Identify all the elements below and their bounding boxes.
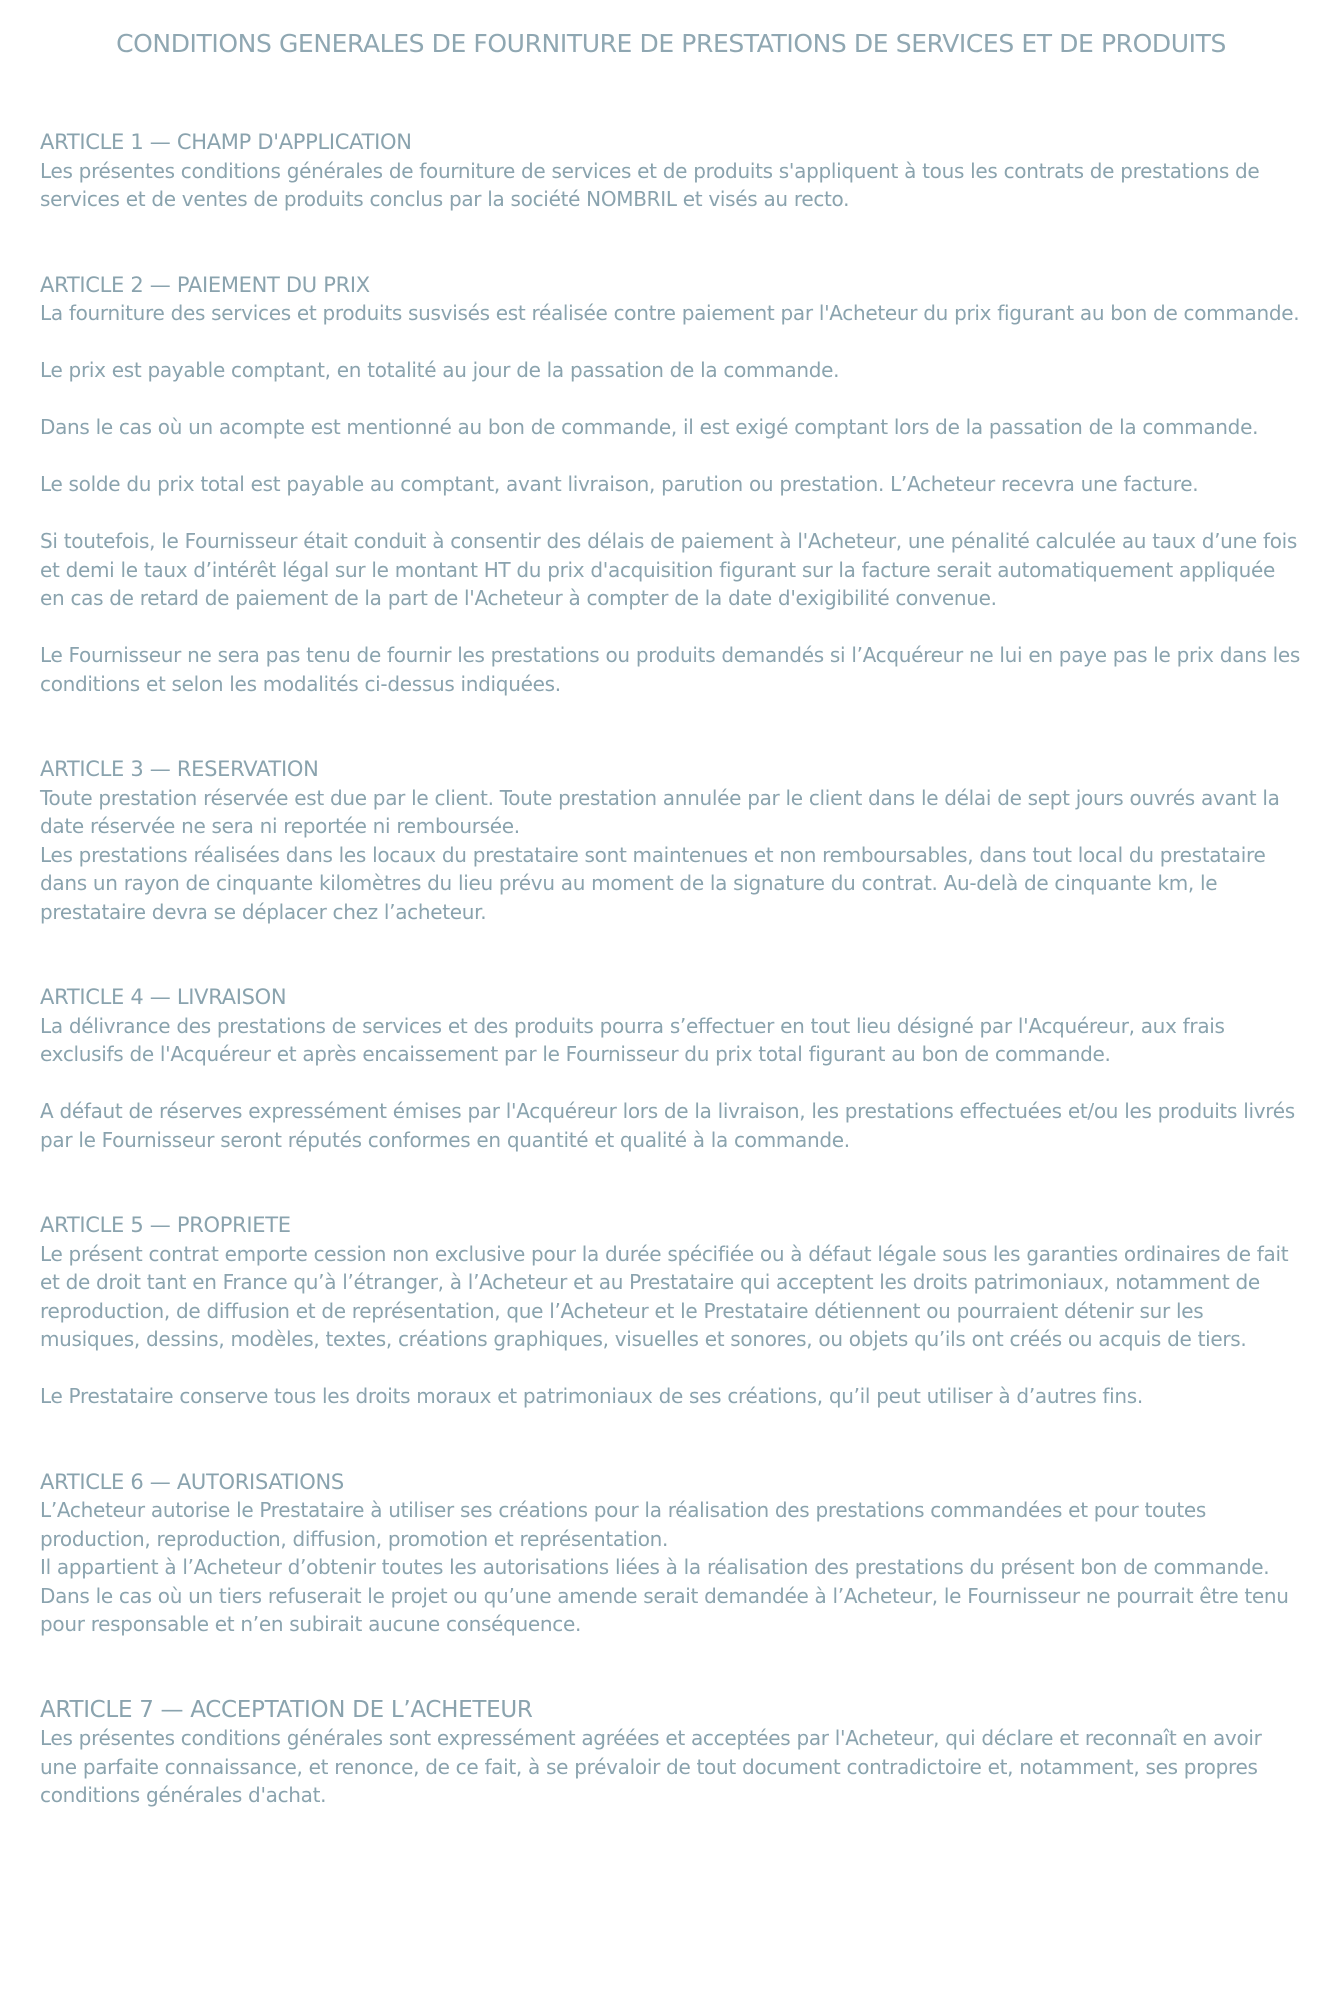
article-2-paragraph-6: Le Fournisseur ne sera pas tenu de fournir les prestations ou produits demandés si l’Acquéreur ne lui en paye pas le prix dans les conditions et selon les modalités ci-dessus indiquées. [40,643,1301,696]
article-3-heading: ARTICLE 3 — RESERVATION [40,757,319,781]
article-5-paragraph-2: Le Prestataire conserve tous les droits moraux et patrimoniaux de ses créations, qu’il peut utiliser à d’autres fins. [40,1384,1143,1408]
article-2-paragraph-5: Si toutefois, le Fournisseur était conduit à consentir des délais de paiement à l'Acheteur, une pénalité calculée au taux d’une fois et demi le taux d’intérêt légal sur le montant HT du prix d'acquisition figurant sur la facture serait automatiquement appliquée en cas de retard de paiement de la part de l'Acheteur à compter de la date d'exigibilité convenue. [40,529,1298,610]
spacer [40,214,1302,271]
article-7-paragraph-1: Les présentes conditions générales sont expressément agréées et acceptées par l'Acheteur, qui déclare et reconnaît en avoir une parfaite connaissance, et renonce, de ce fait, à se prévaloir de tout document contradictoire et, notamment, ses propres conditions générales d'achat. [40,1726,1262,1807]
article-2-paragraph-3: Dans le cas où un acompte est mentionné au bon de commande, il est exigé comptant lors de la passation de la commande. [40,415,1259,439]
article-6-paragraph-1: L’Acheteur autorise le Prestataire à utiliser ses créations pour la réalisation des prestations commandées et pour toutes production, reproduction, diffusion, promotion et représentation. [40,1498,1206,1551]
article-1-paragraph-1: Les présentes conditions générales de fourniture de services et de produits s'appliquent à tous les contrats de prestations de services et de ventes de produits conclus par la société NOMBRIL et visés au recto. [40,158,1260,211]
spacer [40,66,1302,128]
article-3-paragraph-1: Toute prestation réservée est due par le client. Toute prestation annulée par le client dans le délai de sept jours ouvrés avant la date réservée ne sera ni reportée ni remboursée. [40,785,1280,838]
article-6-heading: ARTICLE 6 — AUTORISATIONS [40,1469,344,1494]
article-5-paragraph-1: Le présent contrat emporte cession non exclusive pour la durée spécifiée ou à défaut légale sous les garanties ordinaires de fait et de droit tant en France qu’à l’étranger, à l’Acheteur et au Prestataire qui acceptent les droits patrimoniaux, notamment de reproduction, de diffusion et de représentation, que l’Acheteur et le Prestataire détiennent ou pourraient détenir sur les musiques, dessins, modèles, textes, créations graphiques, visuelles et sonores, ou objets qu’ils ont créés ou acquis de tiers. [40,1241,1289,1351]
spacer [40,1411,1302,1468]
paragraph-gap [40,613,1302,642]
article-4-heading: ARTICLE 4 — LIVRAISON [40,985,287,1009]
article-2-paragraph-2: Le prix est payable comptant, en totalité au jour de la passation de la commande. [40,358,840,382]
article-7 [40,1696,1302,1810]
article-4-paragraph-1: La délivrance des prestations de services et des produits pourra s’effectuer en tout lieu désigné par l'Acquéreur, aux frais exclusifs de l'Acquéreur et après encaissement par le Fournisseur du prix total figurant au bon de commande. [40,1013,1225,1066]
paragraph-gap [40,499,1302,528]
article-2-paragraph-4: Le solde du prix total est payable au comptant, avant livraison, parution ou prestation. L’Acheteur recevra une facture. [40,472,1199,496]
article-7-heading: ARTICLE 7 — ACCEPTATION DE L’ACHETEUR [40,1696,533,1723]
article-2 [40,271,1302,699]
spacer [40,1639,1302,1696]
spacer [40,926,1302,983]
article-4 [40,983,1302,1154]
article-2-paragraph-1: La fourniture des services et produits susvisés est réalisée contre paiement par l'Acheteur du prix figurant au bon de commande. [40,301,1300,325]
paragraph-gap [40,1354,1302,1383]
article-3-paragraph-2: Les prestations réalisées dans les locaux du prestataire sont maintenues et non remboursables, dans tout local du prestataire dans un rayon de cinquante kilomètres du lieu prévu au moment de la signature du contrat. Au-delà de cinquante km, le prestataire devra se déplacer chez l’acheteur. [40,842,1266,924]
paragraph-gap [40,442,1302,471]
article-6-paragraph-2: Il appartient à l’Acheteur d’obtenir toutes les autorisations liées à la réalisation des prestations du présent bon de commande. [40,1555,1270,1579]
article-2-heading: ARTICLE 2 — PAIEMENT DU PRIX [40,272,370,297]
article-3 [40,755,1302,926]
document-title: CONDITIONS GENERALES DE FOURNITURE DE PRESTATIONS DE SERVICES ET DE PRODUITS [116,29,1226,58]
paragraph-gap [40,328,1302,357]
spacer [40,1154,1302,1211]
article-1-heading: ARTICLE 1 — CHAMP D'APPLICATION [40,130,412,154]
article-6 [40,1468,1302,1639]
paragraph-gap [40,1069,1302,1098]
article-5-heading: ARTICLE 5 — PROPRIETE [40,1213,291,1237]
article-6-paragraph-3: Dans le cas où un tiers refuserait le projet ou qu’une amende serait demandée à l’Acheteur, le Fournisseur ne pourrait être tenu pour responsable et n’en subirait aucune conséquence. [40,1583,1289,1636]
spacer [40,698,1302,755]
paragraph-gap [40,385,1302,414]
article-4-paragraph-2: A défaut de réserves expressément émises par l'Acquéreur lors de la livraison, les prestations effectuées et/ou les produits livrés par le Fournisseur seront réputés conformes en quantité et qualité à la commande. [40,1099,1295,1152]
article-5 [40,1211,1302,1411]
article-1 [40,128,1302,214]
